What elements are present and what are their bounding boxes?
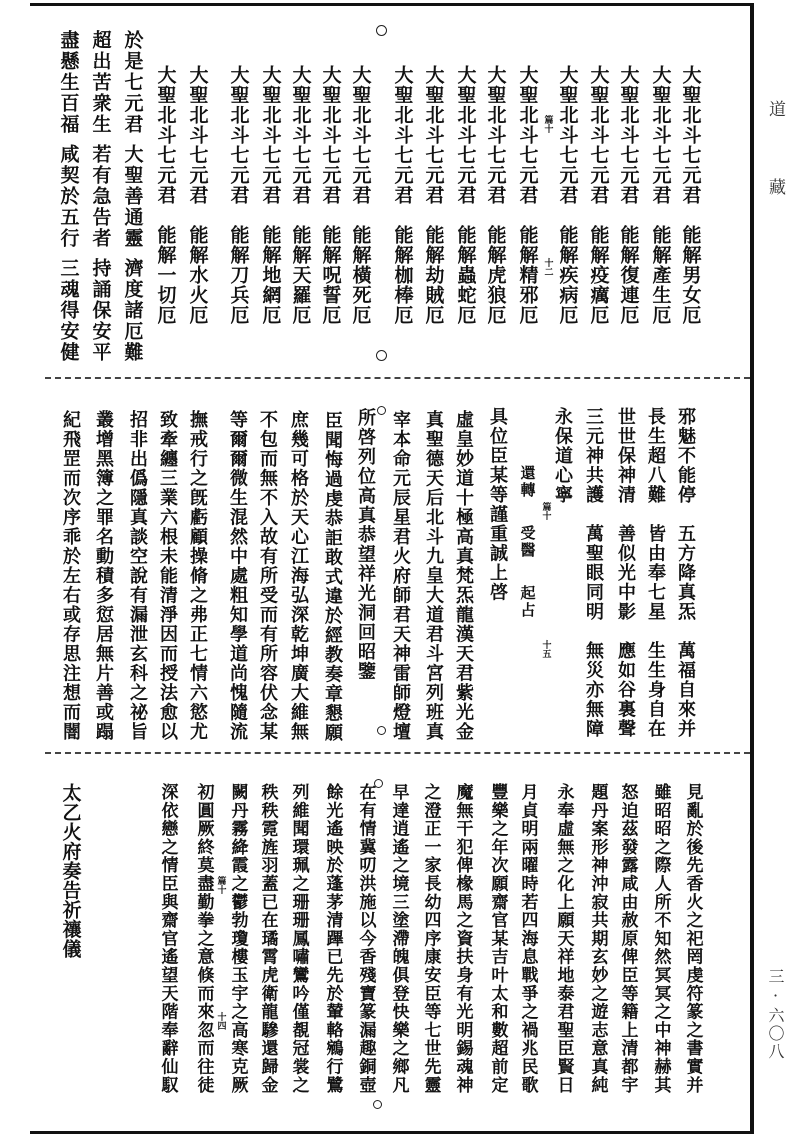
text-column-segment: 萬聖眼同明 bbox=[583, 524, 604, 622]
text-column-segment: 大聖北斗七元君 bbox=[349, 65, 372, 205]
folio-note: 篇十 bbox=[215, 876, 226, 894]
text-column-segment: 能解水火厄 bbox=[186, 225, 209, 325]
text-column-segment: 五方降真炁 bbox=[675, 524, 696, 622]
text-column-segment: 盡懸生百福 bbox=[57, 30, 80, 135]
text-column-segment: 皆由奉七星 bbox=[645, 524, 666, 622]
text-column-segment: 受醫 bbox=[518, 525, 537, 559]
text-column-segment: 能解劫賊厄 bbox=[422, 225, 445, 325]
text-column-segment: 大聖北斗七元君 bbox=[649, 65, 672, 205]
margin-title-char: 藏 bbox=[765, 178, 785, 195]
text-column-segment: 超出苦衆生 bbox=[89, 30, 112, 135]
bottom-border bbox=[30, 1131, 754, 1134]
text-column-segment: 宰本命元辰星君火府師君天神雷師燈壇 bbox=[390, 410, 411, 742]
folio-note: 篇十 bbox=[542, 115, 553, 133]
text-column-segment: 能解精邪厄 bbox=[516, 225, 539, 325]
text-column-segment: 萬福自來并 bbox=[675, 641, 696, 739]
text-column-segment: 雖昭昭之際人所不知然冥冥之中神赫其 bbox=[650, 783, 671, 1095]
text-column-segment: 大聖北斗七元君 bbox=[154, 65, 177, 205]
text-column-segment: 大聖北斗七元君 bbox=[454, 65, 477, 205]
text-column-segment: 若有急告者 bbox=[89, 144, 112, 249]
text-column-segment: 大聖北斗七元君 bbox=[259, 65, 282, 205]
page-number: 三·六〇八 bbox=[766, 968, 785, 1061]
text-column-segment: 撫戒行之旣虧顧操脩之弗正七情六慾尤 bbox=[187, 410, 208, 742]
text-column-segment: 長生超八難 bbox=[645, 407, 666, 505]
text-column-segment: 大聖北斗七元君 bbox=[289, 65, 312, 205]
text-column-segment: 咸契於五行 bbox=[57, 144, 80, 249]
text-column-segment: 能解一切厄 bbox=[154, 225, 177, 325]
folio-note: 十四 bbox=[215, 1012, 226, 1030]
right-border bbox=[750, 3, 754, 1134]
text-column-segment: 持誦保安平 bbox=[89, 258, 112, 363]
text-column-segment: 永奉虛無之化上願天祥地泰君聖臣賢日 bbox=[553, 783, 574, 1095]
text-column-segment: 所啓列位高真恭望祥光洞回昭鑒 bbox=[355, 408, 376, 681]
circle-mark bbox=[376, 25, 387, 36]
text-column-segment: 大聖北斗七元君 bbox=[422, 65, 445, 205]
text-column-segment: 能解橫死厄 bbox=[349, 225, 372, 325]
text-column-segment: 大聖善通靈 bbox=[121, 144, 144, 249]
circle-mark bbox=[376, 350, 387, 361]
text-column-segment: 能解刀兵厄 bbox=[227, 225, 250, 325]
text-column-segment: 招非出僞隱真談空說有漏泄玄科之祕旨 bbox=[127, 410, 148, 742]
text-column-segment: 大聖北斗七元君 bbox=[319, 65, 342, 205]
text-column-segment: 能解男女厄 bbox=[679, 225, 702, 325]
text-column-segment: 秩秩霓旌羽蓋已在璚霄虎衛龍驂還歸金 bbox=[257, 783, 278, 1095]
text-column-segment: 世世保神清 bbox=[615, 407, 636, 505]
text-column-segment: 能解枷棒厄 bbox=[391, 225, 414, 325]
text-column-segment: 大聖北斗七元君 bbox=[186, 65, 209, 205]
top-border bbox=[30, 3, 754, 6]
text-column-segment: 之澄正一家長幼四序康安臣等七世先靈 bbox=[420, 783, 441, 1095]
circle-mark bbox=[377, 726, 386, 735]
text-column-segment: 無災亦無障 bbox=[583, 641, 604, 739]
text-column-segment: 早達逍遙之境三塗滯魄俱登快樂之鄉凡 bbox=[388, 783, 409, 1095]
text-column-segment: 豐樂之年次願齋官某吉叶太和數超前定 bbox=[487, 783, 508, 1095]
text-column-segment: 闕丹霧絳霞之鬱勃瓊樓玉宇之高寒克厥 bbox=[227, 783, 248, 1095]
text-column-segment: 能解天羅厄 bbox=[289, 225, 312, 325]
text-column-segment: 生生身自在 bbox=[645, 641, 666, 739]
text-column-segment: 庶幾可格於天心江海弘深乾坤廣大維無 bbox=[288, 410, 309, 742]
text-column-segment: 等爾爾微生混然中處粗知學道尚愧隨流 bbox=[227, 410, 248, 742]
text-column-segment: 大聖北斗七元君 bbox=[556, 65, 579, 205]
text-column-segment: 大聖北斗七元君 bbox=[587, 65, 610, 205]
text-column-segment: 真聖德天后北斗九皇大道君斗宮列班真 bbox=[423, 410, 444, 742]
text-column-segment: 能解疾病厄 bbox=[556, 225, 579, 325]
folio-note: 十二 bbox=[542, 258, 553, 276]
text-column-segment: 大聖北斗七元君 bbox=[617, 65, 640, 205]
margin-title-char: 道 bbox=[765, 100, 785, 117]
text-column-segment: 大聖北斗七元君 bbox=[227, 65, 250, 205]
text-column-segment: 餘光遙映於蓬茅清蹕已先於輦輅鵷行鷺 bbox=[322, 783, 343, 1095]
circle-mark bbox=[373, 1100, 382, 1109]
text-column-segment: 大聖北斗七元君 bbox=[391, 65, 414, 205]
text-column-segment: 臣聞悔過虔恭詎敢式違於經教奏章懇願 bbox=[322, 411, 343, 743]
text-column-segment: 見亂於後先香火之祀罔虔符篆之書實并 bbox=[682, 783, 703, 1095]
text-column-segment: 深依戀之情臣與齋官遙望天階奉辭仙馭 bbox=[157, 783, 178, 1095]
text-column-segment: 大聖北斗七元君 bbox=[516, 65, 539, 205]
text-column-segment: 三元神共護 bbox=[583, 407, 604, 505]
folio-note: 十五 bbox=[540, 640, 551, 658]
text-column-segment: 起占 bbox=[518, 585, 537, 619]
text-column-segment: 邪魅不能停 bbox=[675, 407, 696, 505]
text-column-segment: 紀飛罡而次序乖於左右或存思注想而闇 bbox=[60, 410, 81, 742]
text-column-segment: 列維聞環珮之珊珊鳳嘯鸞吟僅覩冠裳之 bbox=[288, 783, 309, 1095]
text-column-segment: 大聖北斗七元君 bbox=[679, 65, 702, 205]
text-column-segment: 三魂得安健 bbox=[57, 258, 80, 363]
text-column-segment: 具位臣某等謹重誠上啓 bbox=[487, 407, 508, 602]
text-column-segment: 大聖北斗七元君 bbox=[484, 65, 507, 205]
text-column-segment: 能解復連厄 bbox=[617, 225, 640, 325]
text-column-segment: 還轉 bbox=[518, 465, 537, 499]
text-column-segment: 能解疫癘厄 bbox=[587, 225, 610, 325]
text-column-segment: 致牽纏三業六根未能清淨因而授法愈以 bbox=[157, 410, 178, 742]
text-column-segment: 能解地網厄 bbox=[259, 225, 282, 325]
text-column-segment: 太乙火府奏告祈禳儀 bbox=[59, 783, 82, 959]
text-column-segment: 魔無干犯俾椽馬之資扶身有光明錫魂神 bbox=[452, 783, 473, 1095]
text-column-segment: 永保道心寧 bbox=[552, 407, 573, 505]
text-column-segment: 月貞明兩曜時若四海息戰爭之禍兆民歌 bbox=[517, 783, 538, 1095]
text-column-segment: 不包而無不入故有所受而有所容伏念某 bbox=[257, 410, 278, 742]
text-column-segment: 善似光中影 bbox=[615, 524, 636, 622]
register-divider bbox=[45, 752, 750, 754]
text-column-segment: 應如谷裏聲 bbox=[615, 641, 636, 739]
text-column-segment: 題丹案形神沖寂共期玄妙之遊志意真純 bbox=[587, 783, 608, 1095]
text-column-segment: 叢增黑簿之罪名動積多愆居無片善或蹋 bbox=[93, 410, 114, 742]
folio-note: 篇十 bbox=[540, 502, 551, 520]
text-column-segment: 初圓厥終莫盡勤拳之意倏而來忽而往徒 bbox=[193, 783, 214, 1095]
text-column-segment: 怒迫茲發露咸由赦原俾臣等籍上清都宇 bbox=[617, 783, 638, 1095]
text-column-segment: 能解蟲蛇厄 bbox=[454, 225, 477, 325]
text-column-segment: 能解產生厄 bbox=[649, 225, 672, 325]
register-divider bbox=[45, 377, 750, 379]
text-column-segment: 濟度諸厄難 bbox=[121, 258, 144, 363]
text-column-segment: 能解虎狼厄 bbox=[484, 225, 507, 325]
text-column-segment: 虛皇妙道十極高真梵炁龍漢天君紫光金 bbox=[453, 410, 474, 742]
circle-mark bbox=[377, 406, 386, 415]
text-column-segment: 在有情冀叨洪施以今香殘寶篆漏趣銅壺 bbox=[355, 783, 376, 1095]
text-column-segment: 於是七元君 bbox=[121, 30, 144, 135]
text-column-segment: 能解呪誓厄 bbox=[319, 225, 342, 325]
